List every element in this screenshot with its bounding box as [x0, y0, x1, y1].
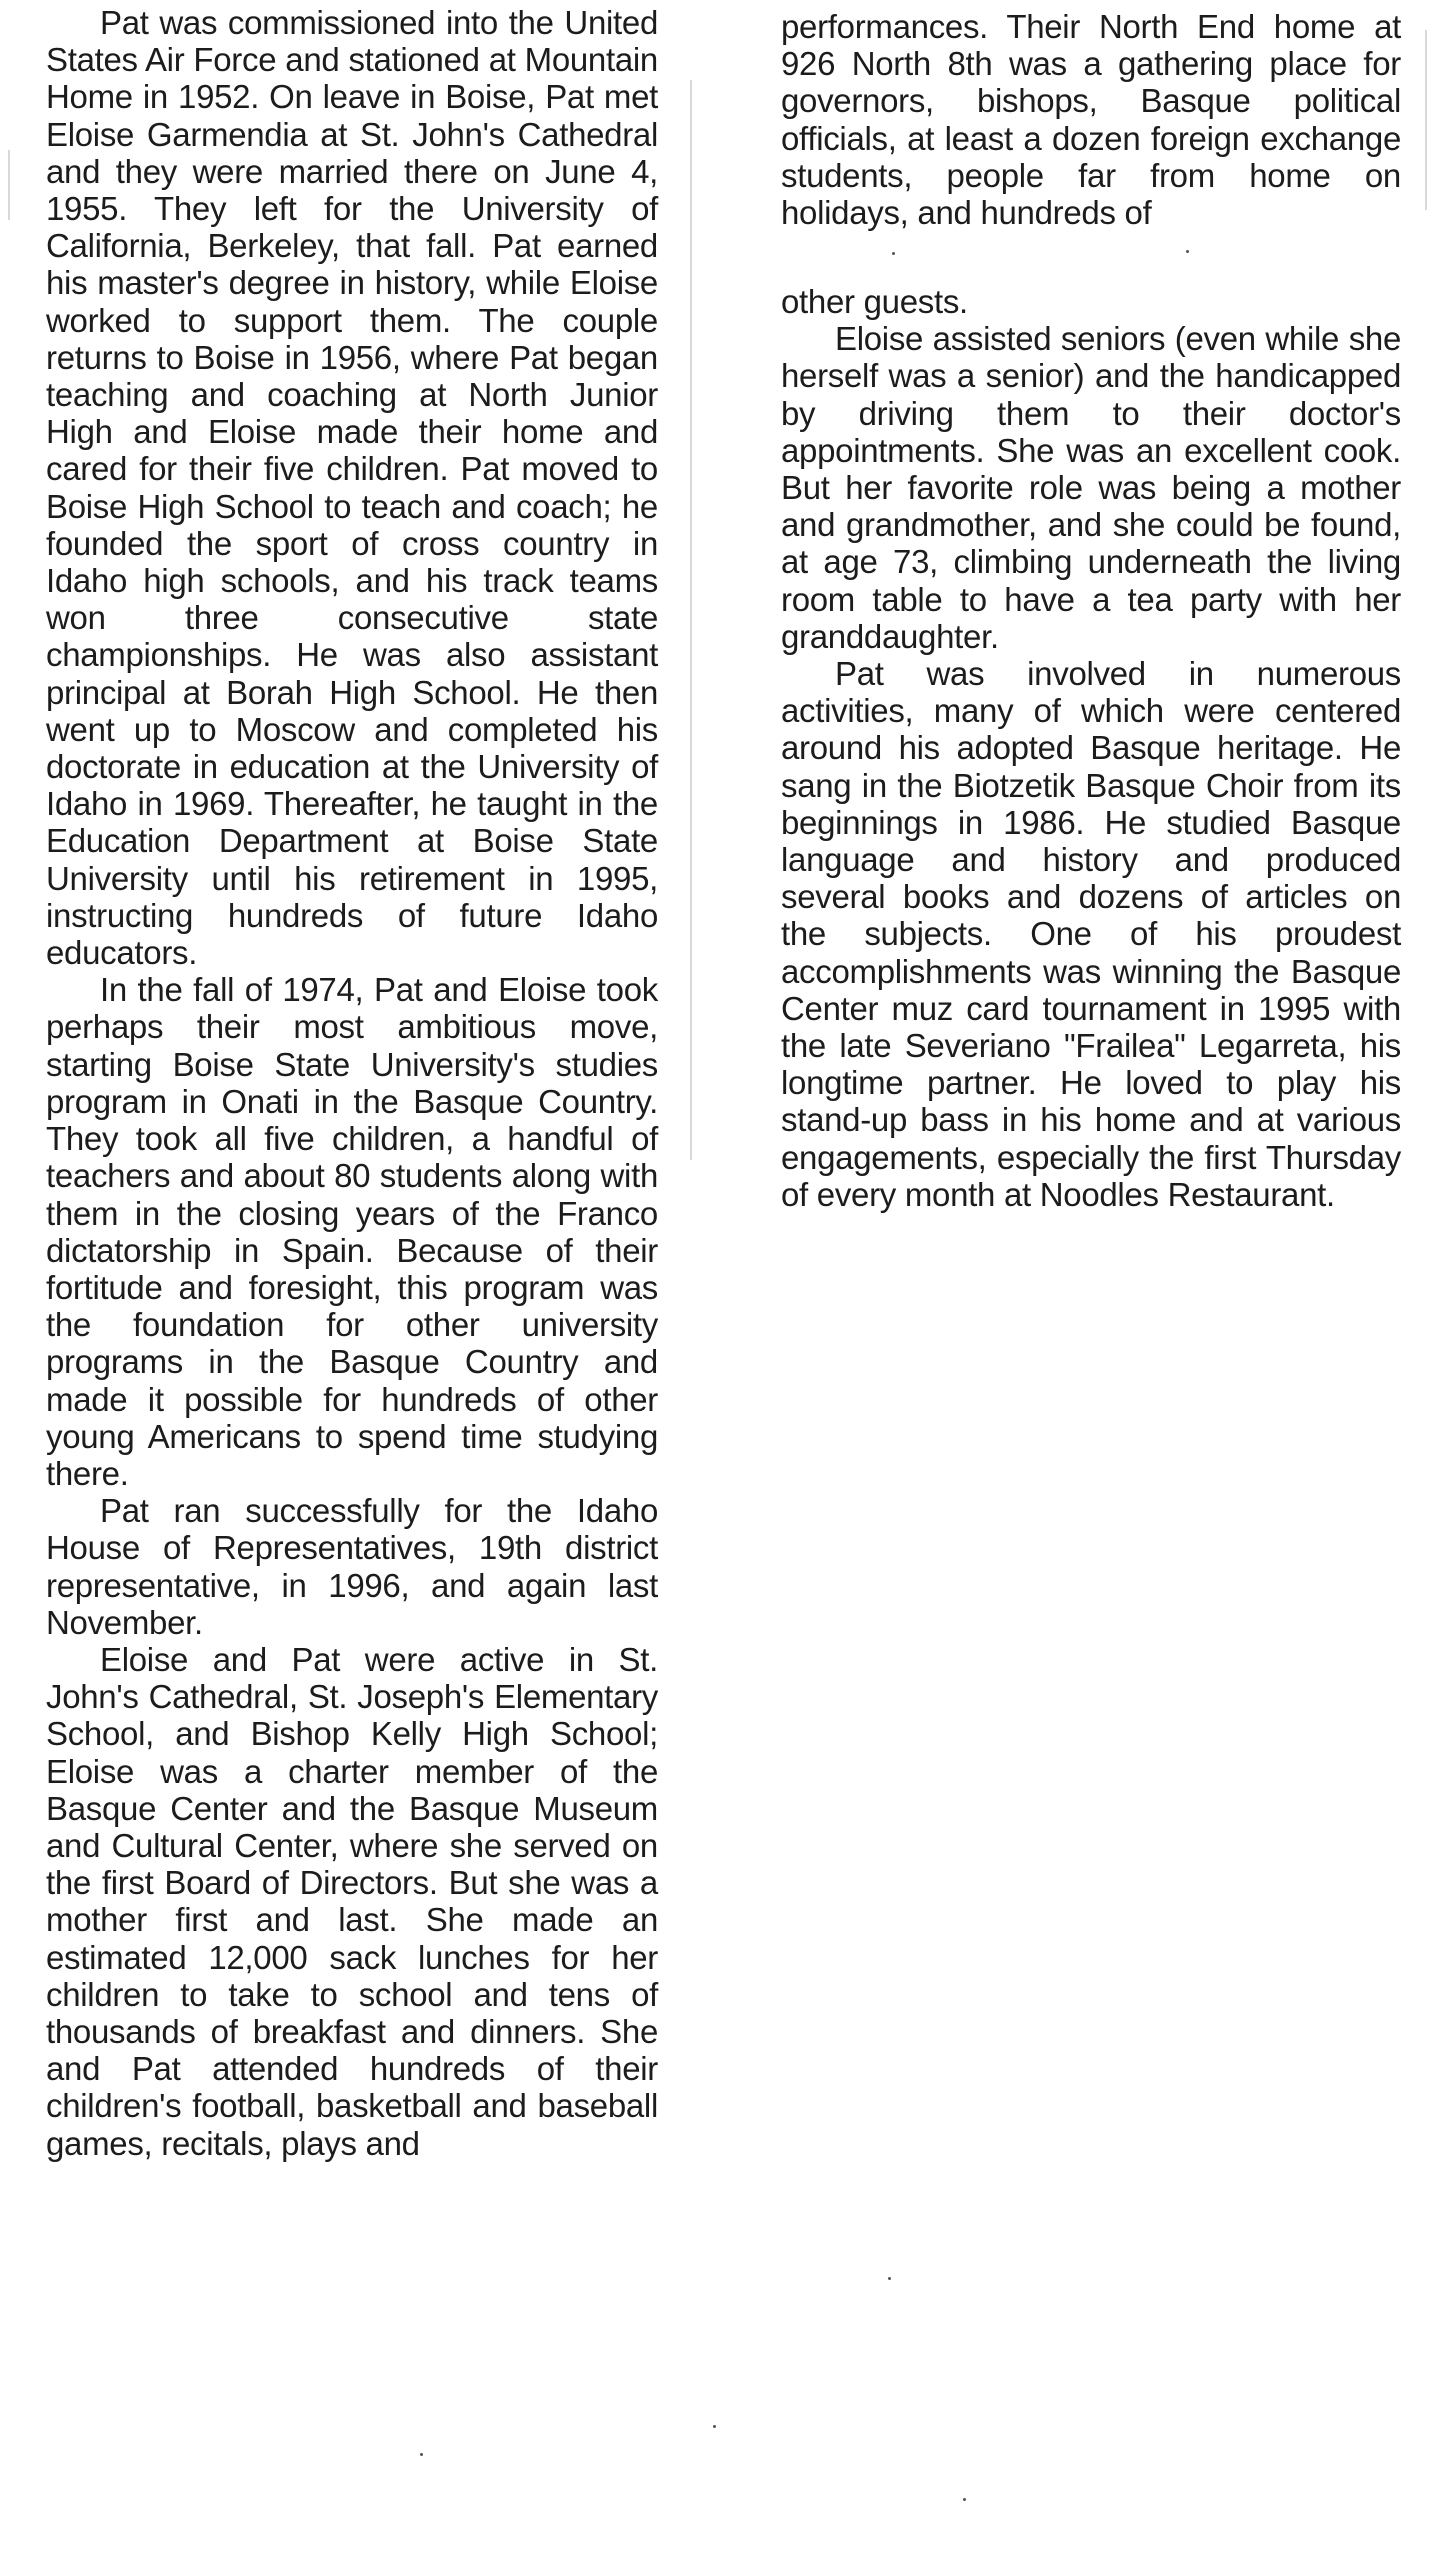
- scan-speck: [713, 2425, 716, 2428]
- paragraph-other-guests: other guests.: [781, 283, 968, 320]
- scan-speck: [888, 2277, 891, 2280]
- paragraph-legislature: Pat ran successfully for the Idaho House of Representatives, 19th district representative, in 1996, and again last November.: [46, 1492, 658, 1641]
- scan-speck: [963, 2498, 966, 2501]
- scan-speck: [892, 252, 895, 255]
- scan-speck: [420, 2453, 423, 2456]
- column-divider: [690, 80, 692, 1160]
- left-edge-mark: [8, 150, 10, 220]
- right-column-top: [781, 8, 1401, 231]
- paragraph-home-gathering-place: performances. Their North End home at 926 North 8th was a gathering place for governors, bishops, Basque political officials, at least a dozen foreign exchange students, people far from home on holidays, and hundreds of: [781, 8, 1401, 232]
- right-column-bottom: [781, 283, 1401, 1213]
- paragraph-basque-studies-program: In the fall of 1974, Pat and Eloise took perhaps their most ambitious move, starting Boise State University's studies program in Onati in the Basque Country. They took all five children, a handful of teachers and about 80 students along with them in the closing years of the Franco dictatorship in Spain. Because of their fortitude and foresight, this program was the foundation for other university programs in the Basque Country and made it possible for hundreds of other young Americans to spend time studying there.: [46, 971, 658, 1492]
- paragraph-community-involvement: Eloise and Pat were active in St. John's Cathedral, St. Joseph's Elementary School, and Bishop Kelly High School; Eloise was a charter member of the Basque Center and the Basque Museum and Cultural Center, where she served on the first Board of Directors. But she was a mother first and last. She made an estimated 12,000 sack lunches for her children to take to school and tens of thousands of breakfast and dinners. She and Pat attended hundreds of their children's football, basketball and baseball games, recitals, plays and: [46, 1640, 658, 2162]
- scan-speck: [1186, 250, 1189, 253]
- paragraph-military-and-career: Pat was commissioned into the United States Air Force and stationed at Mountain Home in 1952. On leave in Boise, Pat met Eloise Garmendia at St. John's Cathedral and they were married there on June 4, 1955. They left for the University of California, Berkeley, that fall. Pat earned his master's degree in history, while Eloise worked to support them. The couple returns to Boise in 1956, where Pat began teaching and coaching at North Junior High and Eloise made their home and cared for their five children. Pat moved to Boise High School to teach and coach; he founded the sport of cross country in Idaho high schools, and his track teams won three consecutive state championships. He was also assistant principal at Borah High School. He then went up to Moscow and completed his doctorate in education at the University of Idaho in 1969. Thereafter, he taught in the Education Department at Boise State University until his retirement in 1995, instructing hundreds of future Idaho educators.: [46, 4, 658, 972]
- right-edge-mark: [1425, 30, 1427, 210]
- paragraph-pat-basque-activities: Pat was involved in numerous activities, many of which were centered around his adopted Basque heritage. He sang in the Biotzetik Basque Choir from its beginnings in 1986. He studied Basque language and history and produced several books and dozens of articles on the subjects. One of his proudest accomplishments was winning the Basque Center muz card tournament in 1995 with the late Severiano "Frailea" Legarreta, his longtime partner. He loved to play his stand-up bass in his home and at various engagements, especially the first Thursday of every month at Noodles Restaurant.: [781, 655, 1401, 1213]
- paragraph-eloise-service: Eloise assisted seniors (even while she herself was a senior) and the handicapped by driving them to their doctor's appointments. She was an excellent cook. But her favorite role was being a mother and grandmother, and she could be found, at age 73, climbing underneath the living room table to have a tea party with her granddaughter.: [781, 320, 1401, 655]
- left-column: [46, 4, 658, 2162]
